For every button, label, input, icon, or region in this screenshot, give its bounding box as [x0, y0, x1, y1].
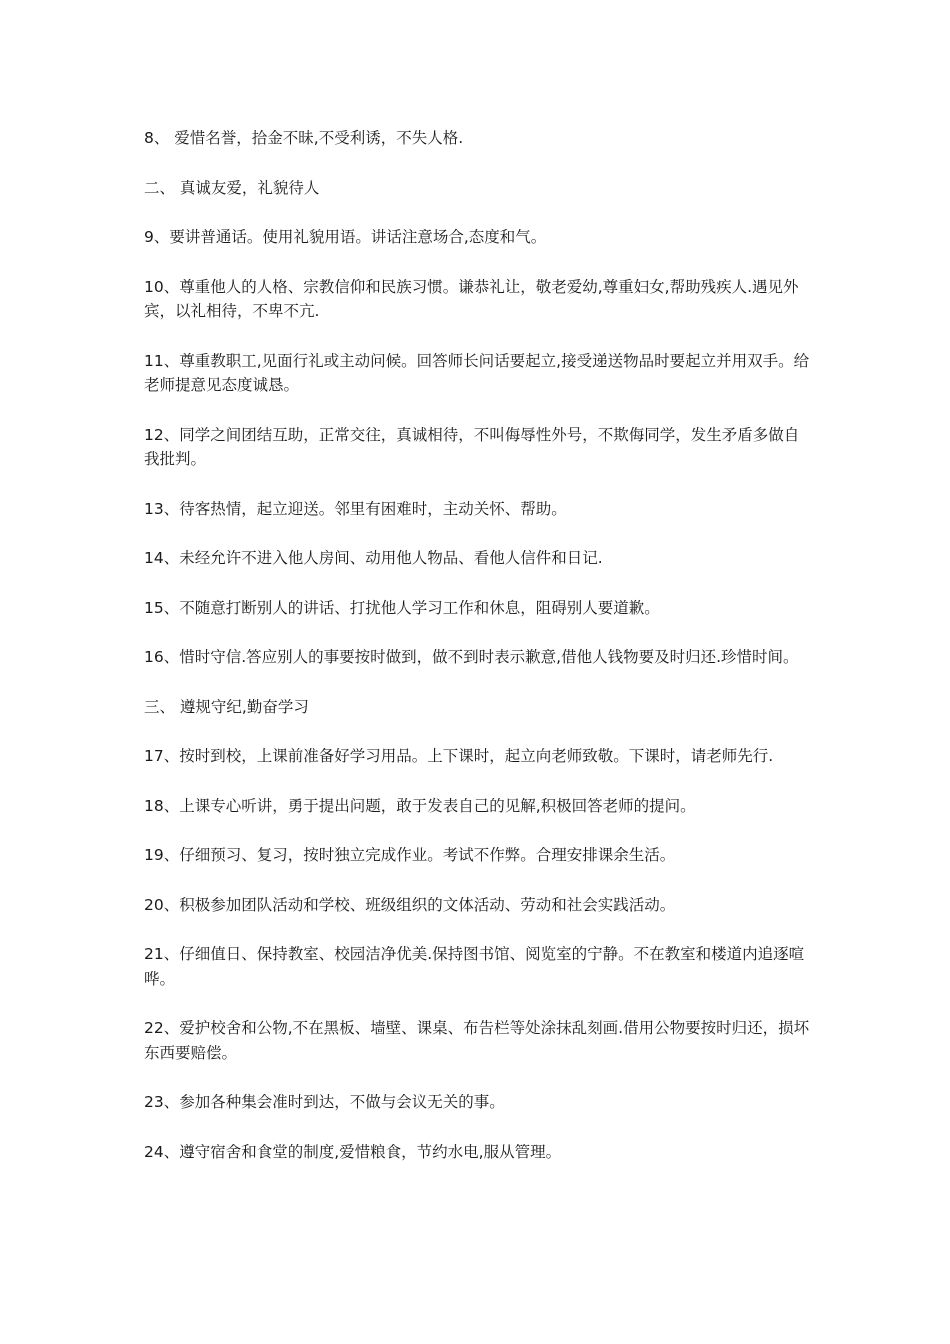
rule-item-24: 24、遵守宿舍和食堂的制度,爱惜粮食，节约水电,服从管理。 — [144, 1142, 562, 1161]
rule-item-8: 8、 爱惜名誉，拾金不昧,不受利诱，不失人格. — [144, 129, 464, 147]
rule-item-18: 18、上课专心听讲，勇于提出问题，敢于发表自己的见解,积极回答老师的提问。 — [144, 796, 696, 815]
rule-item-13: 13、待客热情，起立迎送。邻里有困难时，主动关怀、帮助。 — [144, 499, 567, 518]
section-heading-2: 二、 真诚友爱，礼貌待人 — [144, 178, 320, 197]
rule-item-16: 16、惜时守信.答应别人的事要按时做到，做不到时表示歉意,借他人钱物要及时归还.珍惜时间。 — [144, 648, 799, 666]
section-heading-3: 三、 遵规守纪,勤奋学习 — [144, 697, 309, 716]
rule-item-17: 17、按时到校，上课前准备好学习用品。上下课时，起立向老师致敬。下课时，请老师先行. — [144, 747, 774, 765]
document-body — [144, 126, 812, 1189]
rule-item-21: 21、仔细值日、保持教室、校园洁净优美.保持图书馆、阅览室的宁静。不在教室和楼道内追逐喧哗。 — [144, 945, 805, 988]
rule-item-11: 11、尊重教职工,见面行礼或主动问候。回答师长问话要起立,接受递送物品时要起立并用双手。给老师提意见态度诚恳。 — [144, 351, 810, 394]
rule-item-19: 19、仔细预习、复习，按时独立完成作业。考试不作弊。合理安排课余生活。 — [144, 846, 676, 864]
rule-item-20: 20、积极参加团队活动和学校、班级组织的文体活动、劳动和社会实践活动。 — [144, 895, 676, 914]
rule-item-15: 15、不随意打断别人的讲话、打扰他人学习工作和休息，阻碍别人要道歉。 — [144, 598, 660, 617]
rule-item-22: 22、爱护校舍和公物,不在黑板、墙壁、课桌、布告栏等处涂抹乱刻画.借用公物要按时归还，损坏东西要赔偿。 — [144, 1019, 810, 1062]
rule-item-9: 9、要讲普通话。使用礼貌用语。讲话注意场合,态度和气。 — [144, 228, 547, 246]
rule-item-12: 12、同学之间团结互助，正常交往，真诚相待，不叫侮辱性外号，不欺侮同学，发生矛盾多做自我批判。 — [144, 425, 800, 468]
rule-item-23: 23、参加各种集会准时到达，不做与会议无关的事。 — [144, 1093, 505, 1111]
rule-item-10: 10、尊重他人的人格、宗教信仰和民族习惯。谦恭礼让，敬老爱幼,尊重妇女,帮助残疾人.遇见外宾，以礼相待，不卑不亢. — [144, 277, 799, 320]
rule-item-14: 14、未经允许不进入他人房间、动用他人物品、看他人信件和日记. — [144, 549, 603, 567]
